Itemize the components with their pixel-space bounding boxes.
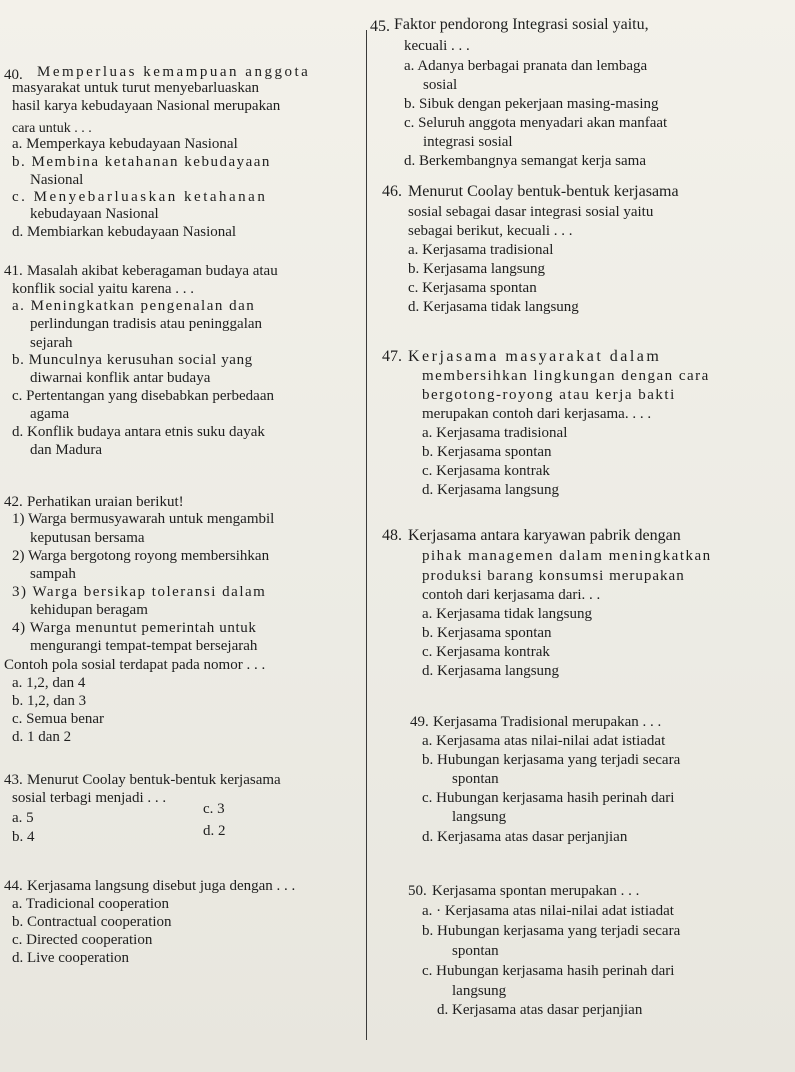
option-c: c. Semua benar <box>12 711 105 727</box>
question-number: 40. <box>4 67 23 83</box>
option-a: a. Kerjasama tradisional <box>408 242 554 258</box>
option-c: c. Kerjasama kontrak <box>422 644 550 660</box>
option-d: d. Konflik budaya antara etnis suku dayak <box>12 424 265 440</box>
option-b: b. Munculnya kerusuhan social yang <box>12 352 253 368</box>
option-c: kebudayaan Nasional <box>30 206 159 222</box>
question-stem: bergotong-royong atau kerja bakti <box>422 387 676 403</box>
question-number: 41. <box>4 263 23 279</box>
option-a: a. Tradicional cooperation <box>12 896 170 912</box>
question-number: 42. <box>4 494 23 510</box>
option-d: d. 1 dan 2 <box>12 729 72 745</box>
question-number: 45. <box>370 18 390 35</box>
option-a: sosial <box>423 77 458 93</box>
option-d: d. Live cooperation <box>12 950 130 966</box>
option-a: a. · Kerjasama atas nilai-nilai adat istiadat <box>422 903 674 919</box>
option-b: b. Membina ketahanan kebudayaan <box>12 154 271 170</box>
option-b: b. Kerjasama spontan <box>422 444 552 460</box>
option-c: integrasi sosial <box>423 134 513 150</box>
option-a: a. Meningkatkan pengenalan dan <box>12 298 256 314</box>
option-c: c. Kerjasama kontrak <box>422 463 550 479</box>
option-c: c. 3 <box>203 801 225 817</box>
question-stem: cara untuk . . . <box>12 121 92 136</box>
question-stem: masyarakat untuk turut menyebarluaskan <box>12 80 260 96</box>
question-number: 47. <box>382 348 402 365</box>
list-item: 2) Warga bergotong royong membersihkan <box>12 548 270 564</box>
option-a: a. Kerjasama tidak langsung <box>422 606 592 622</box>
option-a: perlindungan tradisis atau peninggalan <box>30 316 263 332</box>
question-stem: Kerjasama masyarakat dalam <box>408 348 662 365</box>
option-d: d. Kerjasama langsung <box>422 482 560 498</box>
option-c: c. Kerjasama spontan <box>408 280 537 296</box>
list-item: mengurangi tempat-tempat bersejarah <box>30 638 258 654</box>
list-item: 3) Warga bersikap toleransi dalam <box>12 584 267 600</box>
question-number: 43. <box>4 772 23 788</box>
question-stem: hasil karya kebudayaan Nasional merupakan <box>12 98 281 114</box>
list-item: 4) Warga menuntut pemerintah untuk <box>12 620 257 636</box>
list-item: 1) Warga bermusyawarah untuk mengambil <box>12 511 275 527</box>
column-divider <box>366 30 367 1040</box>
option-a: a. 1,2, dan 4 <box>12 675 86 691</box>
question-stem: Perhatikan uraian berikut! <box>27 494 184 510</box>
option-d: d. Berkembangnya semangat kerja sama <box>404 153 646 169</box>
question-stem: sosial terbagi menjadi . . . <box>12 790 167 806</box>
question-stem: konflik social yaitu karena . . . <box>12 281 195 297</box>
option-b: spontan <box>452 943 499 959</box>
question-stem: pihak managemen dalam meningkatkan <box>422 548 712 564</box>
option-c: c. Hubungan kerjasama hasih perinah dari <box>422 963 675 979</box>
question-stem: Menurut Coolay bentuk-bentuk kerjasama <box>27 772 281 788</box>
option-b: b. Contractual cooperation <box>12 914 172 930</box>
option-b: b. Hubungan kerjasama yang terjadi secara <box>422 752 681 768</box>
option-a: a. Adanya berbagai pranata dan lembaga <box>404 58 648 74</box>
option-c: langsung <box>452 809 507 825</box>
question-stem: Kerjasama antara karyawan pabrik dengan <box>408 527 681 544</box>
option-a: a. Memperkaya kebudayaan Nasional <box>12 136 238 152</box>
question-prompt: Contoh pola sosial terdapat pada nomor . . . <box>4 657 266 673</box>
list-item: keputusan bersama <box>30 530 145 546</box>
option-d: d. Kerjasama atas dasar perjanjian <box>422 829 628 845</box>
option-b: b. Kerjasama spontan <box>422 625 552 641</box>
question-stem: Menurut Coolay bentuk-bentuk kerjasama <box>408 183 679 200</box>
option-c: c. Hubungan kerjasama hasih perinah dari <box>422 790 675 806</box>
option-b: Nasional <box>30 172 84 188</box>
option-c: langsung <box>452 983 507 999</box>
option-d: dan Madura <box>30 442 103 458</box>
option-c: agama <box>30 406 70 422</box>
option-c: c. Seluruh anggota menyadari akan manfaat <box>404 115 668 131</box>
option-c: c. Directed cooperation <box>12 932 153 948</box>
option-b: b. 1,2, dan 3 <box>12 693 87 709</box>
option-b: diwarnai konflik antar budaya <box>30 370 211 386</box>
option-d: d. Kerjasama langsung <box>422 663 560 679</box>
question-number: 48. <box>382 527 402 544</box>
question-number: 50. <box>408 883 427 899</box>
question-stem: sebagai berikut, kecuali . . . <box>408 223 573 239</box>
option-d: d. Kerjasama atas dasar perjanjian <box>437 1002 643 1018</box>
question-stem: produksi barang konsumsi merupakan <box>422 568 685 584</box>
question-stem: Faktor pendorong Integrasi sosial yaitu, <box>394 16 649 33</box>
option-a: a. 5 <box>12 810 34 826</box>
option-b: b. Sibuk dengan pekerjaan masing-masing <box>404 96 659 112</box>
option-d: d. Kerjasama tidak langsung <box>408 299 579 315</box>
question-stem: membersihkan lingkungan dengan cara <box>422 368 710 384</box>
option-a: a. Kerjasama atas nilai-nilai adat istiadat <box>422 733 666 749</box>
question-stem: merupakan contoh dari kerjasama. . . . <box>422 406 652 422</box>
question-stem: contoh dari kerjasama dari. . . <box>422 587 601 603</box>
list-item: kehidupan beragam <box>30 602 148 618</box>
option-a: a. Kerjasama tradisional <box>422 425 568 441</box>
option-b: b. 4 <box>12 829 35 845</box>
option-c: c. Pertentangan yang disebabkan perbedaan <box>12 388 274 404</box>
question-stem: Memperluas kemampuan anggota <box>37 64 311 80</box>
list-item: sampah <box>30 566 76 582</box>
option-b: b. Hubungan kerjasama yang terjadi secara <box>422 923 681 939</box>
option-d: d. Membiarkan kebudayaan Nasional <box>12 224 237 240</box>
question-stem: sosial sebagai dasar integrasi sosial yaitu <box>408 204 654 220</box>
question-stem: kecuali . . . <box>404 38 470 54</box>
question-number: 46. <box>382 183 402 200</box>
question-stem: Masalah akibat keberagaman budaya atau <box>27 263 278 279</box>
question-stem: Kerjasama spontan merupakan . . . <box>432 883 640 899</box>
option-d: d. 2 <box>203 823 226 839</box>
question-number: 49. <box>410 714 429 730</box>
option-b: spontan <box>452 771 499 787</box>
question-stem: Kerjasama Tradisional merupakan . . . <box>433 714 662 730</box>
option-a: sejarah <box>30 335 73 351</box>
question-number: 44. <box>4 878 23 894</box>
option-c: c. Menyebarluaskan ketahanan <box>12 189 268 205</box>
question-stem: Kerjasama langsung disebut juga dengan . . . <box>27 878 296 894</box>
option-b: b. Kerjasama langsung <box>408 261 546 277</box>
